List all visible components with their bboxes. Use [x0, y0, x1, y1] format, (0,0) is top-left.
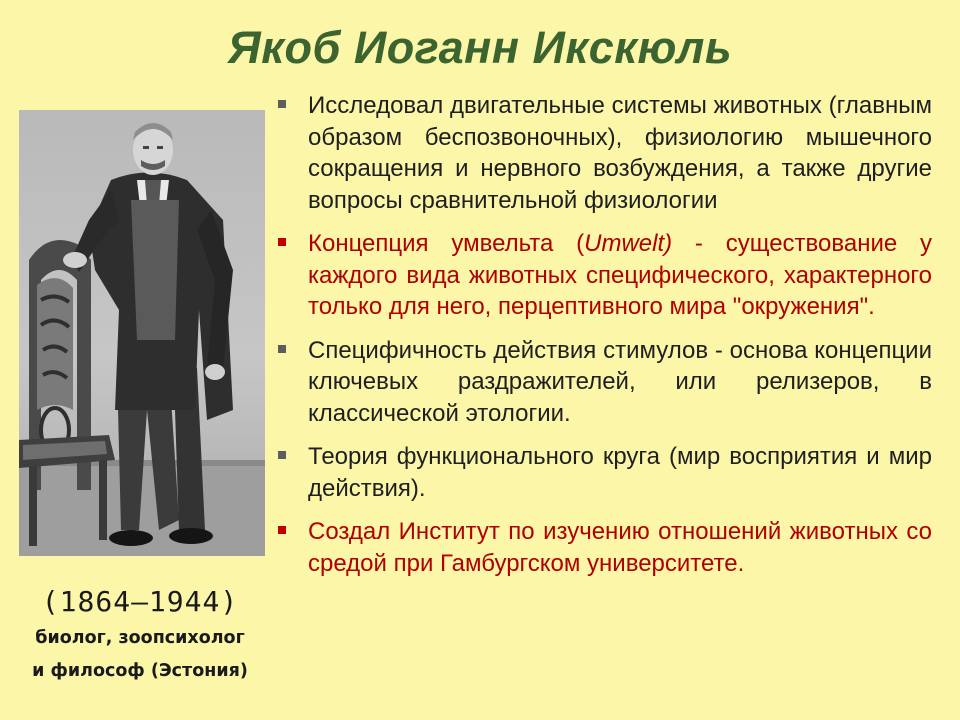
bullet-item — [278, 516, 932, 579]
portrait-photo — [19, 110, 265, 556]
bullet-text: Специфичность действия стимулов - основа концепции ключевых раздражителей, или релизеров, в классической этологии. — [308, 336, 932, 427]
bullet-text: Теория функционального круга (мир восприятия и мир действия). — [308, 443, 932, 502]
bullet-item — [278, 335, 932, 430]
slide-title: Якоб Иоганн Икскюль — [227, 22, 733, 73]
lifespan-years: (1864–1944) — [41, 585, 239, 618]
square-bullet-icon — [278, 451, 286, 459]
profession-line-2: и философ (Эстония) — [32, 661, 248, 681]
square-bullet-icon — [278, 526, 286, 534]
bullet-text: Исследовал двигательные системы животных (главным образом беспозвоночных), физиологию мышечного сокращения и нервного возбуждения, а также другие вопросы сравнительной физиологии — [308, 92, 932, 214]
bullet-item — [278, 228, 932, 323]
bullet-text-part: Концепция умвельта ( — [308, 230, 585, 257]
bullet-text — [308, 230, 932, 320]
bullet-item — [278, 441, 932, 504]
profession-line-1: биолог, зоопсихолог — [35, 628, 245, 648]
square-bullet-icon — [278, 345, 286, 353]
bullet-item — [278, 90, 932, 216]
square-bullet-icon — [278, 100, 286, 108]
bullet-list — [278, 90, 932, 591]
bullet-text: Создал Институт по изучению отношений животных со средой при Гамбургском университете. — [308, 518, 932, 577]
bullet-text-italic: Umwelt) — [584, 230, 673, 257]
bullet-text-part: - существование у каждого вида животных специфического, характерного только для него, перцептивного мира "окружения". — [308, 230, 933, 320]
square-bullet-icon — [278, 238, 286, 246]
